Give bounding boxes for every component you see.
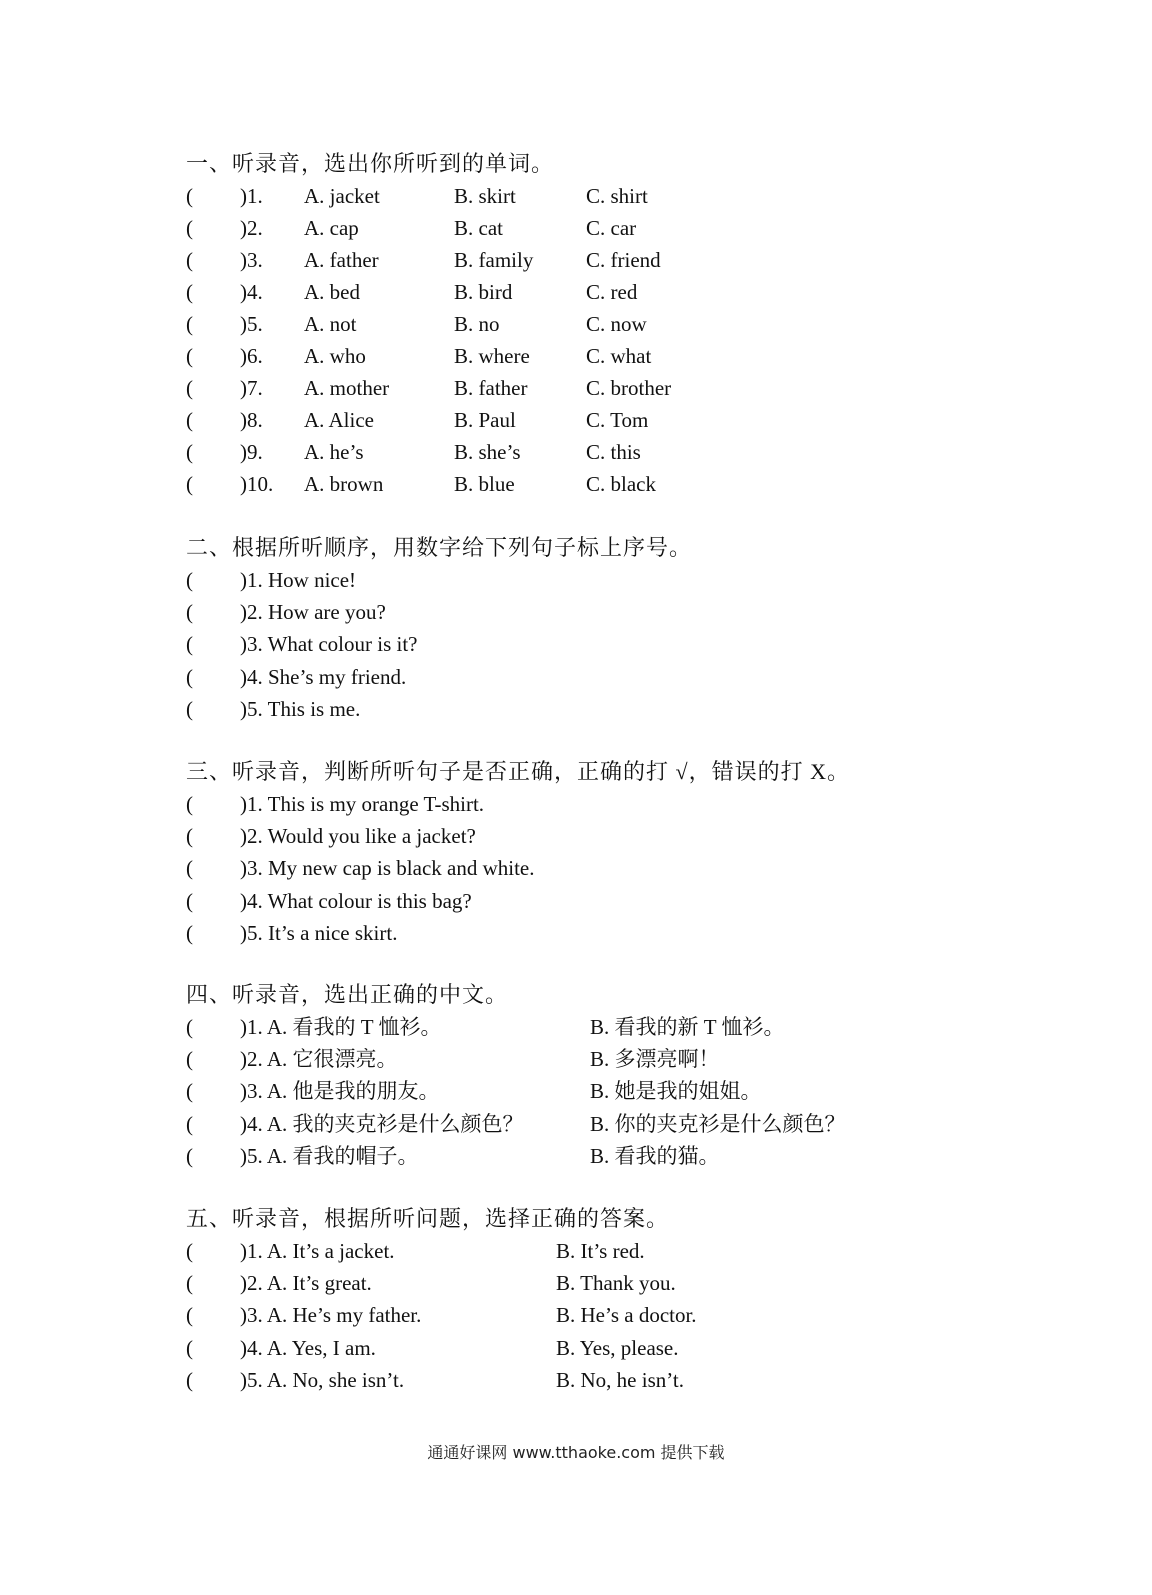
- option-b: B. Thank you.: [556, 1271, 676, 1296]
- question-row: [186, 564, 1106, 596]
- section-heading: 一、听录音，选出你所听到的单词。: [186, 151, 555, 176]
- question-row: [186, 693, 1106, 725]
- answer-paren: (: [186, 792, 193, 816]
- sentence: )1. This is my orange T-shirt.: [240, 792, 485, 816]
- question-row: [186, 372, 1106, 404]
- answer-paren: (: [186, 312, 193, 336]
- option-b: B. cat: [454, 216, 503, 240]
- option-a: )5. A. 看我的帽子。: [240, 1143, 419, 1168]
- option-a: )2. A. It’s great.: [240, 1271, 372, 1296]
- question-row: [186, 596, 1106, 628]
- option-a: )4. A. 我的夹克衫是什么颜色？: [240, 1111, 524, 1136]
- sentence: )5. This is me.: [240, 696, 361, 721]
- question-row: [186, 404, 1106, 436]
- option-b: B. 多漂亮啊！: [590, 1047, 720, 1072]
- question-row: [186, 1267, 1106, 1299]
- sentence: )2. How are you?: [240, 600, 386, 625]
- sentence: )5. It’s a nice skirt.: [240, 920, 398, 945]
- sentence: )1. How nice!: [240, 568, 357, 592]
- option-b: B. Yes, please.: [556, 1335, 679, 1360]
- option-b: B. 她是我的姐姐。: [590, 1079, 762, 1104]
- question-number: )2.: [240, 216, 263, 240]
- option-b: B. Paul: [454, 408, 516, 432]
- question-row: [186, 308, 1106, 340]
- sentence: )4. She’s my friend.: [240, 664, 407, 689]
- question-row: [186, 1108, 1106, 1140]
- section-3: [186, 756, 1106, 949]
- option-a: A. not: [304, 312, 357, 336]
- option-c: C. brother: [586, 376, 672, 400]
- option-a: )1. A. 看我的 T 恤衫。: [240, 1015, 442, 1039]
- option-a: A. mother: [304, 376, 390, 400]
- answer-paren: (: [186, 696, 193, 721]
- question-number: )9.: [240, 440, 263, 464]
- answer-paren: (: [186, 440, 193, 464]
- option-b: B. 你的夹克衫是什么颜色？: [590, 1111, 846, 1136]
- section-heading: 五、听录音，根据所听问题，选择正确的答案。: [186, 1206, 670, 1231]
- answer-paren: (: [186, 248, 193, 272]
- option-a: A. cap: [304, 216, 359, 240]
- option-a: A. father: [304, 248, 379, 272]
- question-row: [186, 180, 1106, 212]
- answer-paren: (: [186, 216, 193, 240]
- sentence: )3. What colour is it?: [240, 632, 418, 657]
- answer-paren: (: [186, 1239, 193, 1263]
- option-a: )5. A. No, she isn’t.: [240, 1367, 405, 1392]
- sentence: )4. What colour is this bag?: [240, 888, 472, 913]
- question-row: [186, 788, 1106, 820]
- option-a: )1. A. It’s a jacket.: [240, 1239, 395, 1263]
- option-c: C. car: [586, 216, 637, 240]
- answer-paren: (: [186, 344, 193, 368]
- question-number: )10.: [240, 472, 274, 496]
- footer-watermark: 通通好课网 www.tthaoke.com 提供下载: [427, 1443, 725, 1462]
- section-heading: 二、根据所听顺序，用数字给下列句子标上序号。: [186, 535, 693, 560]
- answer-paren: (: [186, 1143, 193, 1168]
- question-number: )3.: [240, 248, 263, 272]
- question-number: )4.: [240, 280, 263, 304]
- question-row: [186, 212, 1106, 244]
- option-a: )2. A. 它很漂亮。: [240, 1047, 398, 1072]
- option-c: C. now: [586, 312, 647, 336]
- question-row: [186, 436, 1106, 468]
- option-c: C. what: [586, 344, 652, 368]
- answer-paren: (: [186, 1367, 193, 1392]
- question-row: [186, 885, 1106, 917]
- answer-paren: (: [186, 1111, 193, 1136]
- option-a: A. Alice: [304, 408, 374, 432]
- section-2: [186, 532, 1106, 725]
- question-row: [186, 820, 1106, 852]
- option-c: C. shirt: [586, 184, 648, 208]
- answer-paren: (: [186, 280, 193, 304]
- option-a: )3. A. 他是我的朋友。: [240, 1079, 440, 1104]
- answer-paren: (: [186, 472, 193, 496]
- answer-paren: (: [186, 1335, 193, 1360]
- question-row: [186, 661, 1106, 693]
- option-a: A. bed: [304, 280, 360, 304]
- answer-paren: (: [186, 824, 193, 849]
- answer-paren: (: [186, 600, 193, 625]
- option-a: A. who: [304, 344, 366, 368]
- option-a: )3. A. He’s my father.: [240, 1303, 422, 1328]
- option-b: B. blue: [454, 472, 515, 496]
- option-a: )4. A. Yes, I am.: [240, 1335, 376, 1360]
- option-b: B. she’s: [454, 440, 521, 464]
- section-5: [186, 1203, 1106, 1396]
- question-row: [186, 244, 1106, 276]
- option-c: C. this: [586, 440, 641, 464]
- option-b: B. bird: [454, 280, 513, 304]
- question-row: [186, 1332, 1106, 1364]
- question-number: )1.: [240, 184, 263, 208]
- answer-paren: (: [186, 664, 193, 689]
- question-row: [186, 628, 1106, 660]
- option-a: A. brown: [304, 472, 384, 496]
- answer-paren: (: [186, 408, 193, 432]
- question-number: )6.: [240, 344, 263, 368]
- question-row: [186, 1075, 1106, 1107]
- answer-paren: (: [186, 184, 193, 208]
- question-row: [186, 917, 1106, 949]
- section-4: [186, 979, 1106, 1172]
- question-row: [186, 340, 1106, 372]
- question-row: [186, 468, 1106, 500]
- question-row: [186, 276, 1106, 308]
- option-a: A. jacket: [304, 184, 380, 208]
- section-heading: 三、听录音，判断所听句子是否正确，正确的打 √，错误的打 X。: [186, 759, 850, 784]
- section-1: [186, 148, 1106, 500]
- question-row: [186, 1235, 1106, 1267]
- option-b: B. no: [454, 312, 500, 336]
- question-row: [186, 1364, 1106, 1396]
- answer-paren: (: [186, 632, 193, 657]
- option-c: C. black: [586, 472, 656, 496]
- option-b: B. It’s red.: [556, 1239, 645, 1263]
- question-row: [186, 1011, 1106, 1043]
- option-c: C. friend: [586, 248, 661, 272]
- option-b: B. He’s a doctor.: [556, 1303, 697, 1328]
- option-b: B. skirt: [454, 184, 516, 208]
- option-c: C. Tom: [586, 408, 649, 432]
- question-row: [186, 1140, 1106, 1172]
- answer-paren: (: [186, 376, 193, 400]
- answer-paren: (: [186, 920, 193, 945]
- answer-paren: (: [186, 856, 193, 881]
- section-heading: 四、听录音，选出正确的中文。: [186, 982, 509, 1007]
- option-b: B. where: [454, 344, 530, 368]
- option-a: A. he’s: [304, 440, 364, 464]
- option-b: B. 看我的新 T 恤衫。: [590, 1015, 785, 1039]
- option-b: B. No, he isn’t.: [556, 1367, 684, 1392]
- option-b: B. family: [454, 248, 534, 272]
- option-b: B. father: [454, 376, 528, 400]
- answer-paren: (: [186, 1303, 193, 1328]
- answer-paren: (: [186, 1047, 193, 1072]
- answer-paren: (: [186, 1271, 193, 1296]
- option-b: B. 看我的猫。: [590, 1143, 720, 1168]
- question-row: [186, 1043, 1106, 1075]
- sentence: )3. My new cap is black and white.: [240, 856, 535, 881]
- sentence: )2. Would you like a jacket?: [240, 824, 476, 849]
- question-row: [186, 1299, 1106, 1331]
- answer-paren: (: [186, 888, 193, 913]
- question-number: )5.: [240, 312, 263, 336]
- answer-paren: (: [186, 568, 193, 592]
- option-c: C. red: [586, 280, 638, 304]
- answer-paren: (: [186, 1015, 193, 1039]
- question-number: )8.: [240, 408, 263, 432]
- answer-paren: (: [186, 1079, 193, 1104]
- question-row: [186, 852, 1106, 884]
- question-number: )7.: [240, 376, 263, 400]
